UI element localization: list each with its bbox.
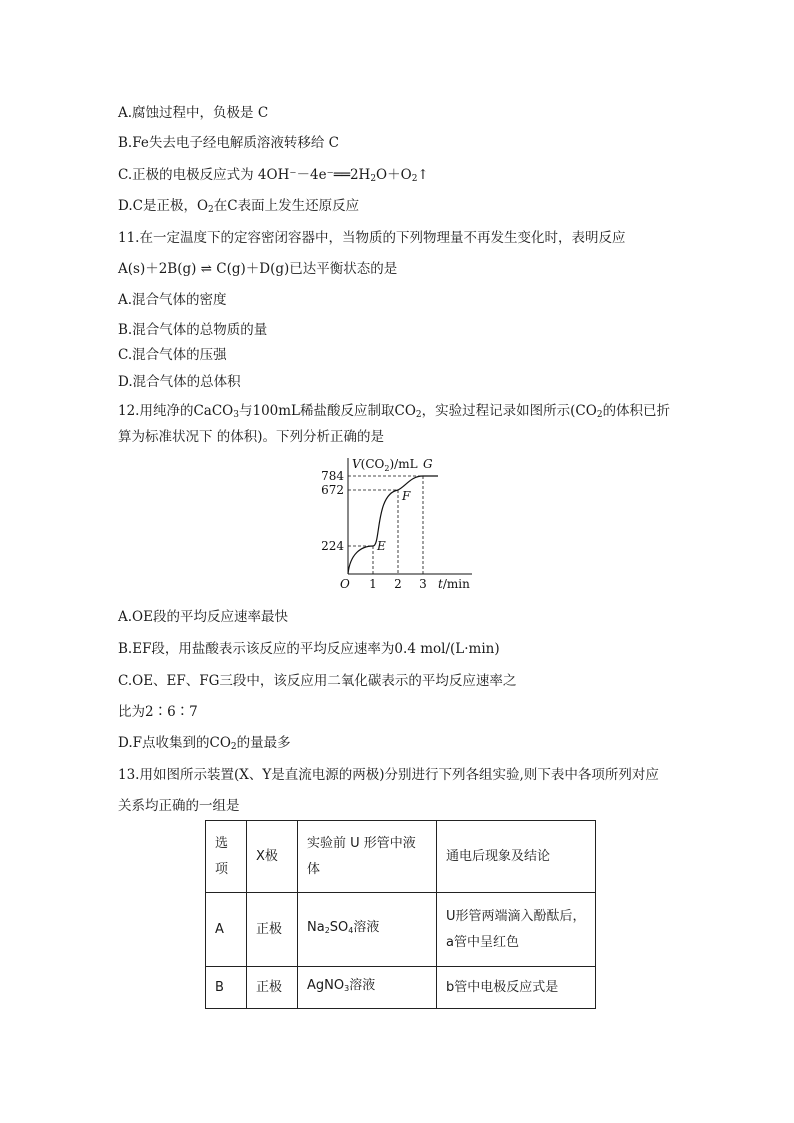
q12-option-c-line2: 比为2∶6∶7 — [118, 704, 198, 720]
origin-label: O — [340, 577, 350, 591]
q10-option-c: C.正极的电极反应式为 $4OH^--4e^-══2H_2O+O_2↑$ — [118, 167, 429, 184]
q12-option-b: B.EF段，用盐酸表示该反应的平均反应速率为0.4 mol/(L·min) — [118, 641, 500, 657]
q11-stem: 11.在一定温度下的定容密闭容器中，当物质的下列物理量不再发生变化时，表明反应 — [118, 230, 626, 246]
row-liquid: AgNO$_3$溶液 — [298, 967, 437, 1009]
table-header-option: 选项 — [206, 821, 247, 893]
table-header-result: 通电后现象及结论 — [437, 821, 596, 893]
q11-option-c: C.混合气体的压强 — [118, 347, 227, 363]
row-result: U形管两端滴入酚酞后，a管中呈红色 — [437, 893, 596, 967]
dashed-guides — [348, 476, 423, 574]
q12-option-a: A.OE段的平均反应速率最快 — [118, 609, 288, 625]
point-label: G — [423, 457, 433, 471]
q12-option-d: D.F点收集到的$CO_2$的量最多 — [118, 735, 291, 752]
row-option: A — [206, 893, 247, 967]
q13-stem-line1: 13.用如图所示装置(X、Y是直流电源的两极)分别进行下列各组实验,则下表中各项所列对应 — [118, 767, 659, 783]
table-row — [206, 893, 596, 967]
y-tick-label: 672 — [321, 483, 344, 497]
point-label: F — [402, 489, 411, 503]
co2-curve — [348, 476, 438, 574]
row-x-pole: 正极 — [247, 967, 298, 1009]
table-row — [206, 967, 596, 1009]
table-header-row — [206, 821, 596, 893]
q12-stem-line2: 算为标准状况下 的体积)。下列分析正确的是 — [118, 429, 385, 445]
q13-stem-line2: 关系均正确的一组是 — [118, 798, 240, 814]
y-axis-label: $V(CO_2)/mL$ — [352, 457, 418, 473]
row-option: B — [206, 967, 247, 1009]
y-tick-label: 784 — [321, 469, 344, 483]
table-header-x-pole: X极 — [247, 821, 298, 893]
q11-option-b: B.混合气体的总物质的量 — [118, 322, 268, 338]
x-tick-label: 1 — [369, 577, 377, 591]
q10-option-d: D.C是正极，$O_2$在C表面上发生还原反应 — [118, 198, 360, 215]
q10-option-a: A.腐蚀过程中，负极是 C — [118, 105, 269, 121]
row-liquid: $Na_2SO_4$溶液 — [298, 893, 437, 967]
row-result: b管中电极反应式是 — [437, 967, 596, 1009]
q10-option-b: B.Fe失去电子经电解质溶液转移给 C — [118, 135, 339, 151]
q12-option-c-line1: C.OE、EF、FG三段中，该反应用二氧化碳表示的平均反应速率之 — [118, 673, 517, 689]
q12-stem-line1: 12.用纯净的CaCO$_3$与100mL稀盐酸反应制取$CO_2$，实验过程记录如图所示($CO_2$的体积已折 — [118, 403, 671, 420]
point-label: E — [377, 539, 386, 553]
q13-options-table — [205, 820, 596, 1009]
q11-option-d: D.混合气体的总体积 — [118, 374, 241, 390]
x-tick-label: 3 — [419, 577, 427, 591]
x-tick-label: 2 — [394, 577, 402, 591]
y-tick-label: 224 — [321, 539, 344, 553]
row-x-pole: 正极 — [247, 893, 298, 967]
q11-option-a: A.混合气体的密度 — [118, 292, 227, 308]
x-axis-label: t/min — [438, 577, 470, 591]
q11-reaction: A(s)＋2B(g) ⇌ C(g)＋D(g)已达平衡状态的是 — [118, 261, 398, 277]
co2-volume-time-chart — [300, 452, 480, 592]
table-header-liquid: 实验前 U 形管中液体 — [298, 821, 437, 893]
